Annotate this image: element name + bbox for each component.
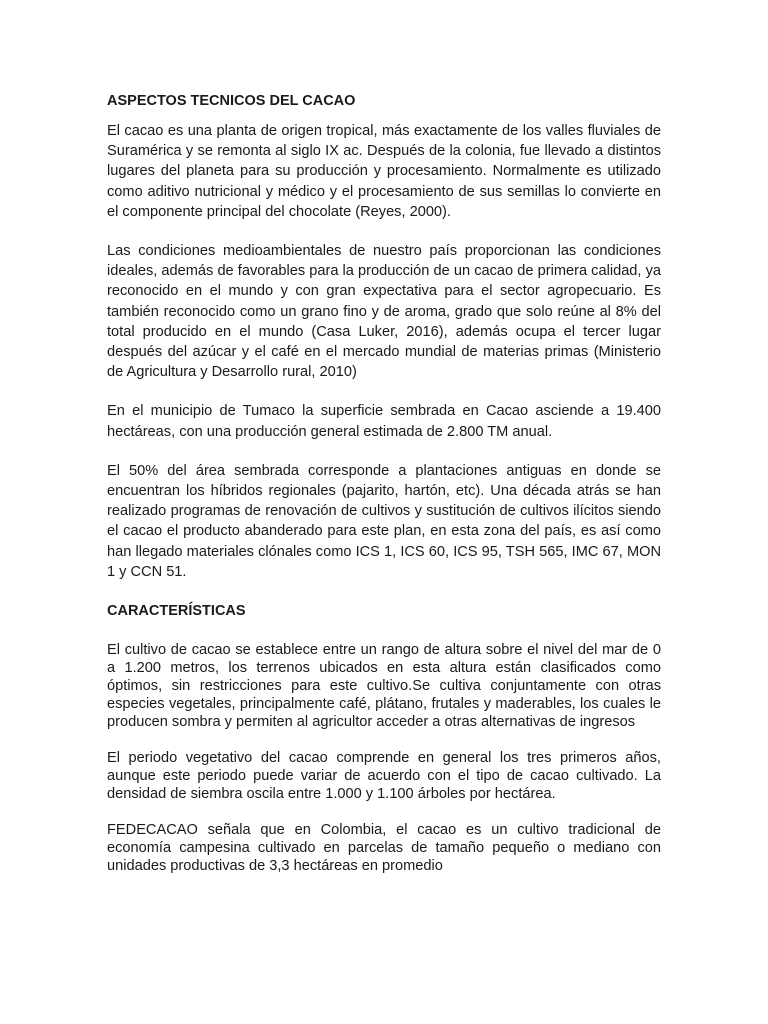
paragraph-cultivo: El cultivo de cacao se establece entre un rango de altura sobre el nivel del mar de 0 a 1.200 metros, los terrenos ubicados en esta altura están clasificados como óptimos, sin restricciones para este cultivo.Se cultiva conjuntamente con otras especies vegetales, principalmente café, plátano, frutales y maderables, los cuales le producen sombra y permiten al agricultor acceder a otras alternativas de ingresos bbox=[107, 642, 661, 731]
section-heading-caracteristicas: CARACTERÍSTICAS bbox=[107, 603, 246, 620]
paragraph-fedecacao: FEDECACAO señala que en Colombia, el cacao es un cultivo tradicional de economía campesina cultivado en parcelas de tamaño pequeño o mediano con unidades productivas de 3,3 hectáreas en promedio bbox=[107, 822, 661, 875]
document-page bbox=[107, 91, 661, 893]
section-heading-aspectos: ASPECTOS TECNICOS DEL CACAO bbox=[107, 93, 356, 109]
paragraph-condiciones: Las condiciones medioambientales de nuestro país proporcionan las condiciones ideales, además de favorables para la producción de un cacao de primera calidad, ya reconocido en el mundo y con gran expectativa para el sector agropecuario. Es también reconocido como un grano fino y de aroma, grado que solo reúne al 8% del total producido en el mundo (Casa Luker, 2016), además ocupa el tercer lugar después del azúcar y el café en el mercado mundial de materias primas (Ministerio de Agricultura y Desarrollo rural, 2010) bbox=[107, 243, 661, 381]
paragraph-tumaco: En el municipio de Tumaco la superficie sembrada en Cacao asciende a 19.400 hectáreas, con una producción general estimada de 2.800 TM anual. bbox=[107, 403, 661, 440]
paragraph-periodo: El periodo vegetativo del cacao comprende en general los tres primeros años, aunque este periodo puede variar de acuerdo con el tipo de cacao cultivado. La densidad de siembra oscila entre 1.000 y 1.100 árboles por hectárea. bbox=[107, 750, 661, 803]
paragraph-origen: El cacao es una planta de origen tropical, más exactamente de los valles fluviales de Suramérica y se remonta al siglo IX ac. Después de la colonia, fue llevado a distintos lugares del planeta para su producción y procesamiento. Normalmente es utilizado como aditivo nutricional y médico y el procesamiento de sus semillas lo convierte en el componente principal del chocolate (Reyes, 2000). bbox=[107, 123, 661, 220]
paragraph-area-sembrada: El 50% del área sembrada corresponde a plantaciones antiguas en donde se encuentran los híbridos regionales (pajarito, hartón, etc). Una década atrás se han realizado programas de renovación de cultivos y sustitución de cultivos ilícitos siendo el cacao el producto abanderado para este plan, en esta zona del país, es así como han llegado materiales clónales como ICS 1, ICS 60, ICS 95, TSH 565, IMC 67, MON 1 y CCN 51. bbox=[107, 462, 661, 580]
